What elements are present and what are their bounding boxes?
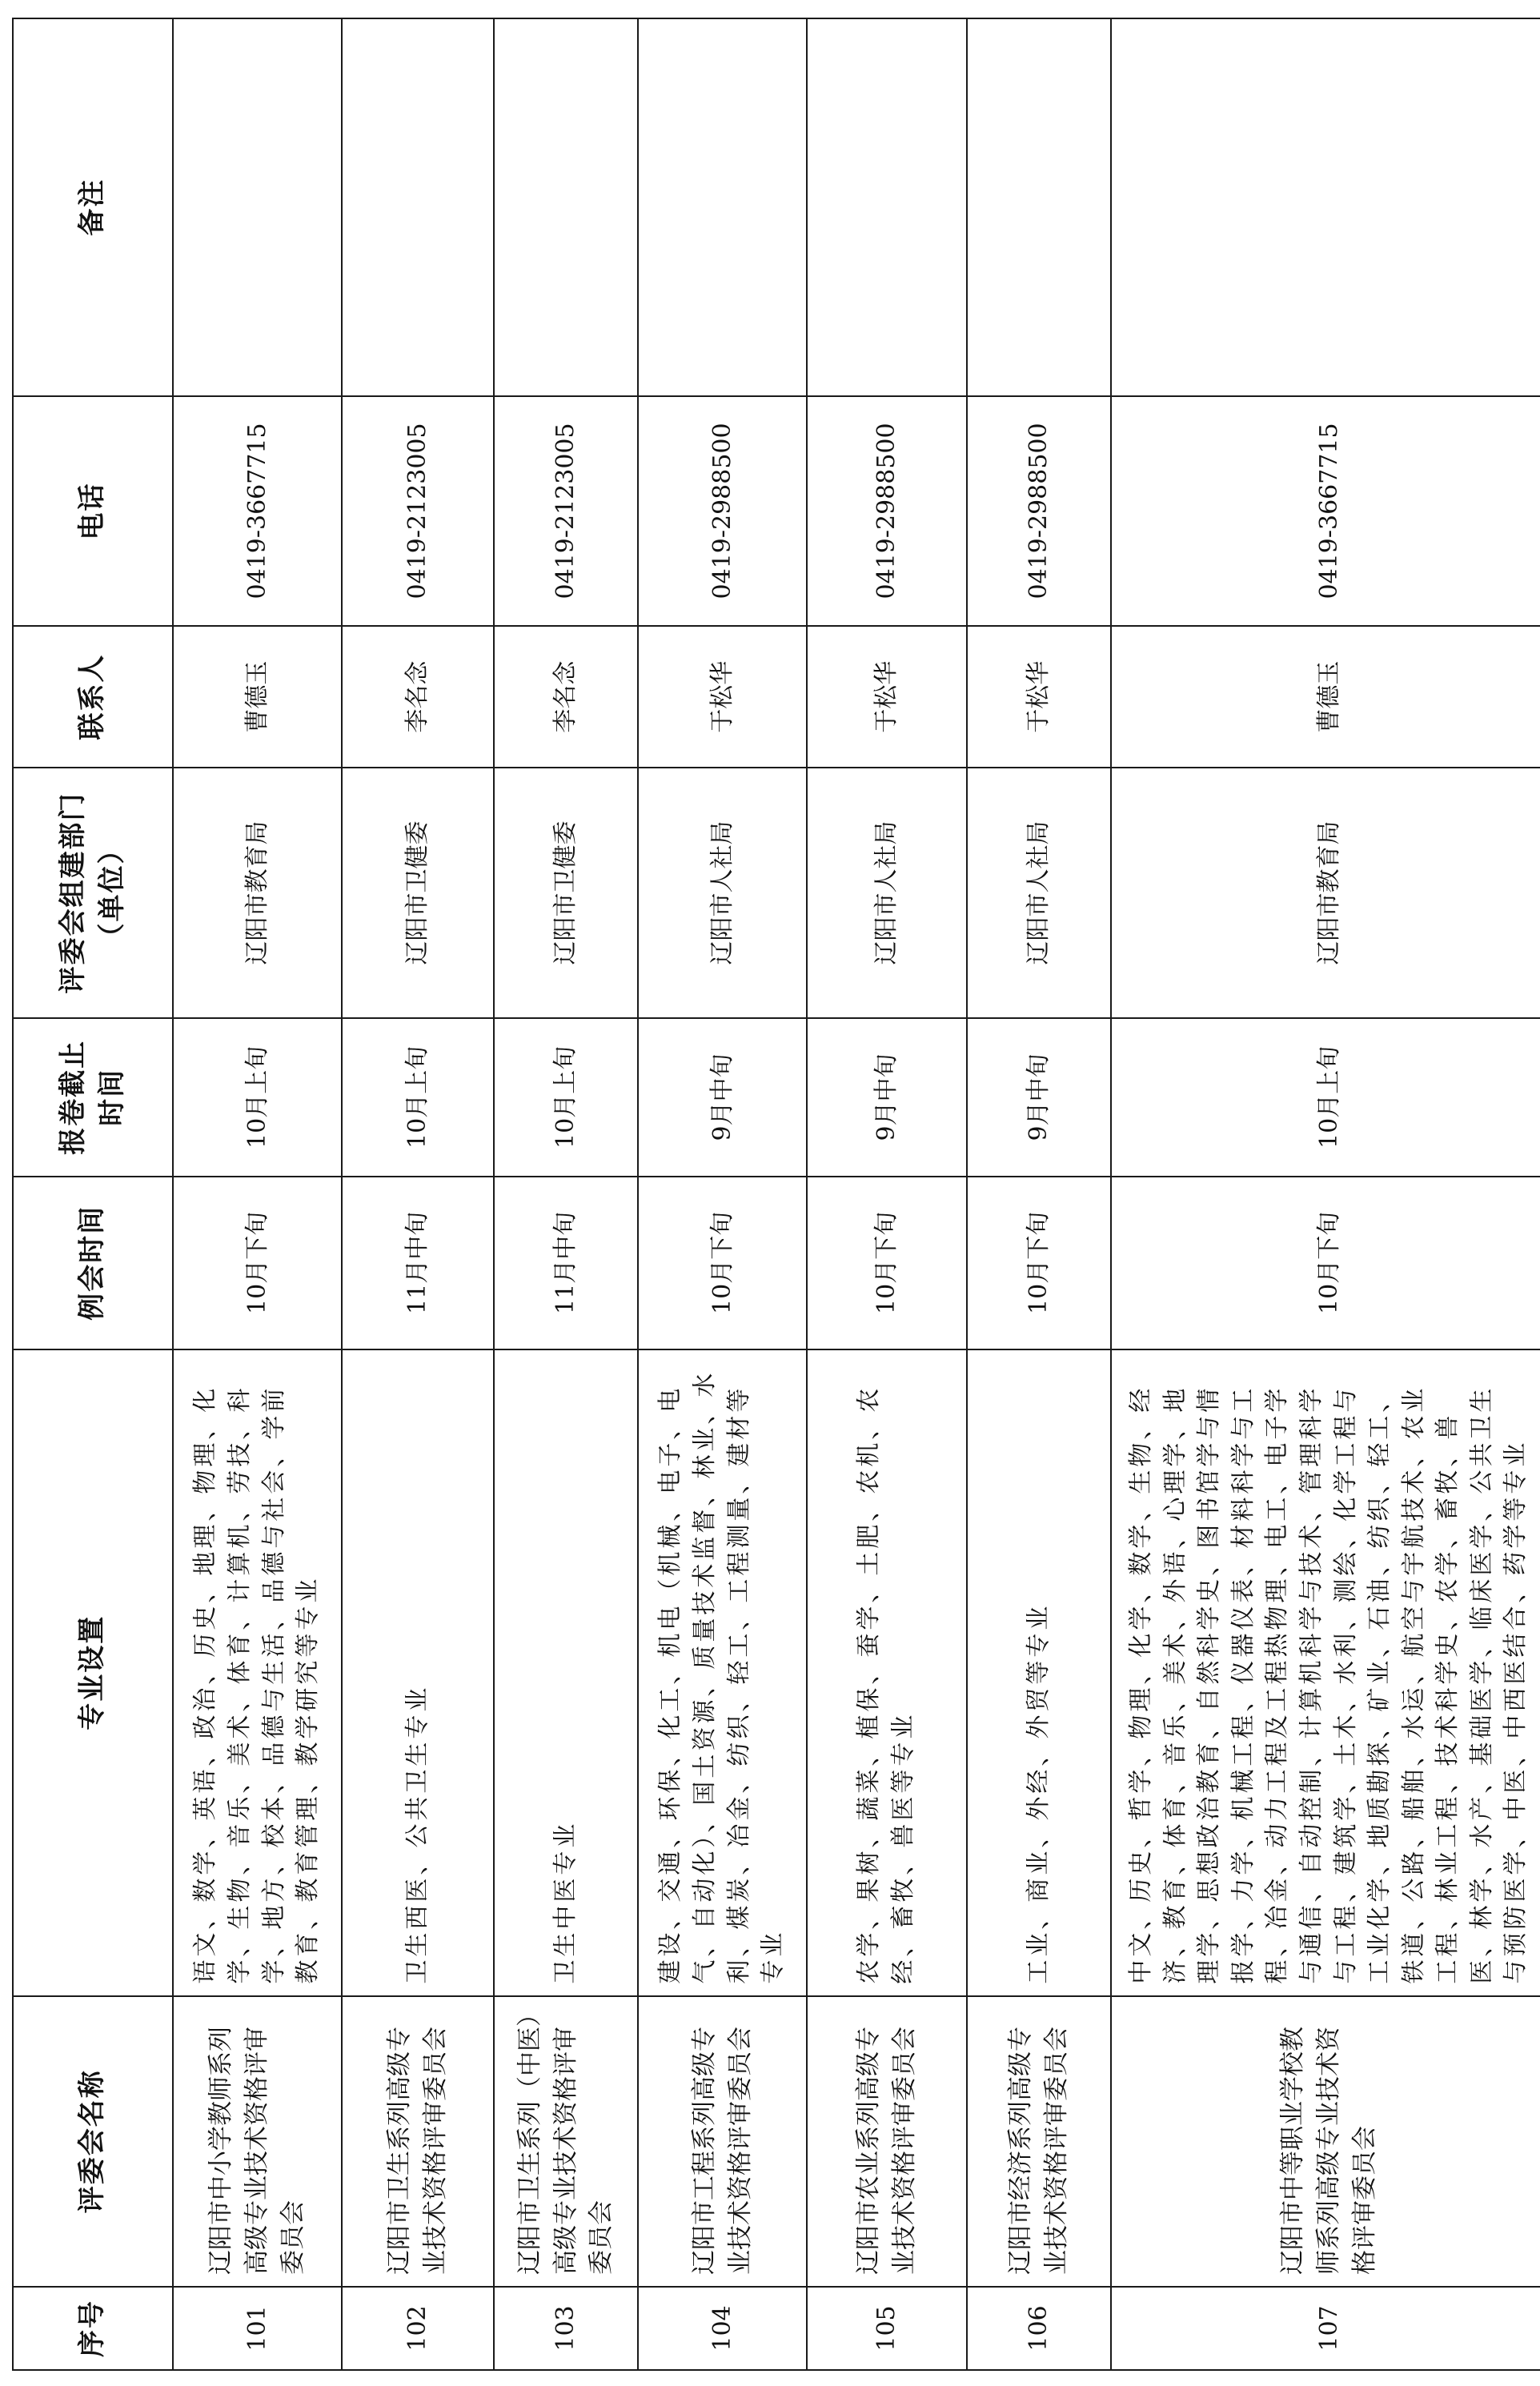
cell-deadline: 9月中旬 [638,1018,807,1177]
cell-meeting-time: 10月下旬 [967,1177,1111,1349]
header-majors: 专业设置 [13,1349,173,1996]
cell-name: 辽阳市中小学教师系列高级专业技术资格评审委员会 [173,1996,342,2287]
cell-contact: 于松华 [638,626,807,768]
table-row [342,18,494,2370]
header-contact: 联系人 [13,626,173,768]
header-row [13,18,173,2370]
header-name: 评委会名称 [13,1996,173,2287]
cell-department: 辽阳市教育局 [173,768,342,1018]
cell-no: 105 [807,2287,967,2370]
cell-phone: 0419-2988500 [967,396,1111,627]
cell-phone: 0419-2988500 [638,396,807,627]
table-row [1111,18,1540,2370]
cell-department: 辽阳市人社局 [638,768,807,1018]
cell-majors: 语文、数学、英语、政治、历史、地理、物理、化学、生物、音乐、美术、体育、计算机、劳技、科学、地方、校本、品德与生活、品德与社会、学前教育、教育管理、教学研究等专业 [173,1349,342,1996]
header-meeting-time: 例会时间 [13,1177,173,1349]
cell-majors: 农学、果树、蔬菜、植保、蚕学、土肥、农机、农经、畜牧、兽医等专业 [807,1349,967,1996]
table-row [494,18,638,2370]
cell-department: 辽阳市人社局 [967,768,1111,1018]
cell-phone: 0419-3667715 [1111,396,1540,627]
header-department: 评委会组建部门（单位） [13,768,173,1018]
cell-name: 辽阳市卫生系列高级专业技术资格评审委员会 [342,1996,494,2287]
cell-remarks [494,18,638,396]
cell-contact: 曹德玉 [173,626,342,768]
table-row [967,18,1111,2370]
cell-majors: 卫生中医专业 [494,1349,638,1996]
cell-name: 辽阳市工程系列高级专业技术资格评审委员会 [638,1996,807,2287]
cell-contact: 于松华 [967,626,1111,768]
cell-no: 106 [967,2287,1111,2370]
table-row [173,18,342,2370]
cell-majors: 工业、商业、外经、外贸等专业 [967,1349,1111,1996]
committee-table [12,18,1540,2371]
cell-meeting-time: 10月下旬 [1111,1177,1540,1349]
cell-remarks [967,18,1111,396]
cell-remarks [807,18,967,396]
cell-phone: 0419-2123005 [342,396,494,627]
cell-name: 辽阳市农业系列高级专业技术资格评审委员会 [807,1996,967,2287]
cell-no: 107 [1111,2287,1540,2370]
cell-meeting-time: 10月下旬 [173,1177,342,1349]
cell-majors: 建设、交通、环保、化工、机电（机械、电子、电气、自动化）、国土资源、质量技术监督、林业、水利、煤炭、冶金、纺织、轻工、工程测量、建材等专业 [638,1349,807,1996]
cell-no: 101 [173,2287,342,2370]
cell-phone: 0419-2123005 [494,396,638,627]
cell-contact: 李名念 [342,626,494,768]
cell-phone: 0419-2988500 [807,396,967,627]
cell-meeting-time: 11月中旬 [494,1177,638,1349]
cell-majors: 中文、历史、哲学、物理、化学、数学、生物、经济、教育、体育、音乐、美术、外语、心理学、地理学、思想政治教育、自然科学史、图书馆学与情报学、力学、机械工程、仪器仪表、材料科学与工程、冶金、动力工程及工程热物理、电工、电子学与通信、自动控制、计算机科学与技术、管理科学与工程、建筑学、土木、水利、测绘、化学工程与工业化学、地质勘探、矿业、石油、纺织、轻工、铁道、公路、船舶、水运、航空与宇航技术、农业工程、林业工程、技术科学史、农学、畜牧、兽医、林学、水产、基础医学、临床医学、公共卫生与预防医学、中医、中西医结合、药学等专业 [1111,1349,1540,1996]
cell-deadline: 10月上旬 [1111,1018,1540,1177]
cell-deadline: 10月上旬 [494,1018,638,1177]
table-row [638,18,807,2370]
cell-deadline: 9月中旬 [967,1018,1111,1177]
cell-deadline: 9月中旬 [807,1018,967,1177]
cell-deadline: 10月上旬 [342,1018,494,1177]
cell-no: 103 [494,2287,638,2370]
header-deadline: 报卷截止时间 [13,1018,173,1177]
cell-remarks [342,18,494,396]
header-phone: 电话 [13,396,173,627]
cell-contact: 曹德玉 [1111,626,1540,768]
rotated-table-sheet [12,18,1530,2371]
cell-department: 辽阳市卫健委 [342,768,494,1018]
header-no: 序号 [13,2287,173,2370]
cell-name: 辽阳市中等职业学校教师系列高级专业技术资格评审委员会 [1111,1996,1540,2287]
cell-no: 104 [638,2287,807,2370]
cell-remarks [173,18,342,396]
cell-meeting-time: 10月下旬 [638,1177,807,1349]
cell-majors: 卫生西医、公共卫生专业 [342,1349,494,1996]
cell-phone: 0419-3667715 [173,396,342,627]
cell-remarks [1111,18,1540,396]
cell-department: 辽阳市教育局 [1111,768,1540,1018]
cell-department: 辽阳市人社局 [807,768,967,1018]
cell-remarks [638,18,807,396]
cell-contact: 李名念 [494,626,638,768]
header-remarks: 备注 [13,18,173,396]
cell-name: 辽阳市经济系列高级专业技术资格评审委员会 [967,1996,1111,2287]
cell-name: 辽阳市卫生系列（中医）高级专业技术资格评审委员会 [494,1996,638,2287]
cell-department: 辽阳市卫健委 [494,768,638,1018]
cell-no: 102 [342,2287,494,2370]
cell-meeting-time: 10月下旬 [807,1177,967,1349]
cell-meeting-time: 11月中旬 [342,1177,494,1349]
table-row [807,18,967,2370]
cell-deadline: 10月上旬 [173,1018,342,1177]
cell-contact: 于松华 [807,626,967,768]
